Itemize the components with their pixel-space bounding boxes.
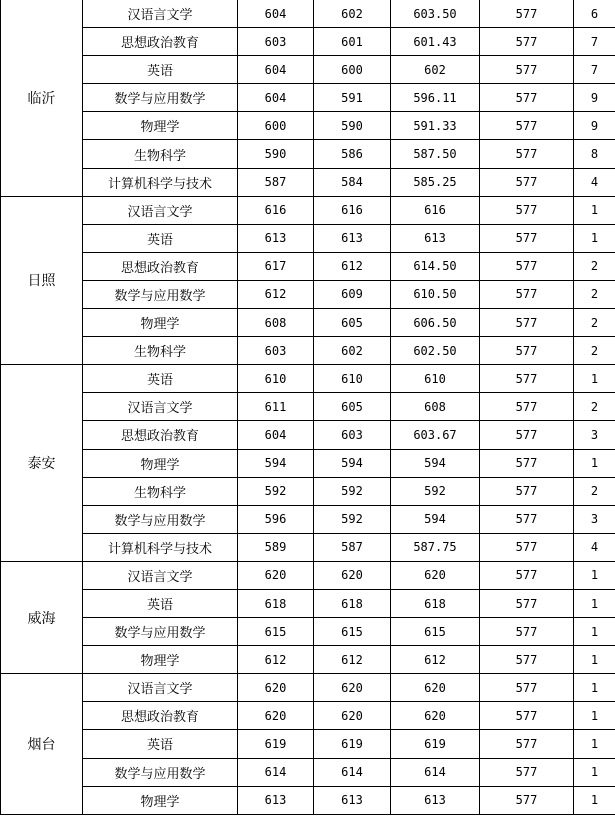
count-cell: 7 [574, 28, 615, 56]
min-score-cell: 618 [314, 589, 391, 617]
control-line-cell: 577 [480, 112, 574, 140]
avg-score-cell: 603.67 [391, 421, 480, 449]
min-score-cell: 614 [314, 758, 391, 786]
table-row [1, 505, 615, 533]
max-score-cell: 592 [238, 477, 314, 505]
min-score-cell: 612 [314, 646, 391, 674]
max-score-cell: 611 [238, 393, 314, 421]
min-score-cell: 586 [314, 140, 391, 168]
city-cell: 临沂 [1, 0, 83, 196]
max-score-cell: 608 [238, 309, 314, 337]
max-score-cell: 604 [238, 84, 314, 112]
table-row [1, 112, 615, 140]
control-line-cell: 577 [480, 393, 574, 421]
control-line-cell: 577 [480, 730, 574, 758]
major-cell: 思想政治教育 [83, 702, 238, 730]
min-score-cell: 612 [314, 252, 391, 280]
count-cell: 6 [574, 0, 615, 28]
table-body [1, 0, 615, 814]
table-row [1, 449, 615, 477]
avg-score-cell: 602.50 [391, 337, 480, 365]
max-score-cell: 603 [238, 337, 314, 365]
max-score-cell: 612 [238, 646, 314, 674]
control-line-cell: 577 [480, 674, 574, 702]
avg-score-cell: 608 [391, 393, 480, 421]
min-score-cell: 610 [314, 365, 391, 393]
max-score-cell: 614 [238, 758, 314, 786]
control-line-cell: 577 [480, 224, 574, 252]
control-line-cell: 577 [480, 505, 574, 533]
min-score-cell: 584 [314, 168, 391, 196]
table-row [1, 758, 615, 786]
table-row [1, 84, 615, 112]
avg-score-cell: 613 [391, 224, 480, 252]
control-line-cell: 577 [480, 365, 574, 393]
control-line-cell: 577 [480, 449, 574, 477]
max-score-cell: 612 [238, 280, 314, 308]
max-score-cell: 604 [238, 56, 314, 84]
major-cell: 英语 [83, 589, 238, 617]
count-cell: 2 [574, 477, 615, 505]
max-score-cell: 604 [238, 0, 314, 28]
control-line-cell: 577 [480, 618, 574, 646]
table-row [1, 196, 615, 224]
max-score-cell: 620 [238, 561, 314, 589]
control-line-cell: 577 [480, 280, 574, 308]
min-score-cell: 602 [314, 0, 391, 28]
min-score-cell: 592 [314, 477, 391, 505]
control-line-cell: 577 [480, 196, 574, 224]
major-cell: 数学与应用数学 [83, 280, 238, 308]
major-cell: 汉语言文学 [83, 0, 238, 28]
major-cell: 物理学 [83, 786, 238, 814]
control-line-cell: 577 [480, 477, 574, 505]
min-score-cell: 609 [314, 280, 391, 308]
min-score-cell: 605 [314, 309, 391, 337]
min-score-cell: 591 [314, 84, 391, 112]
table-row [1, 140, 615, 168]
control-line-cell: 577 [480, 252, 574, 280]
avg-score-cell: 612 [391, 646, 480, 674]
max-score-cell: 617 [238, 252, 314, 280]
min-score-cell: 605 [314, 393, 391, 421]
count-cell: 1 [574, 618, 615, 646]
table-row [1, 337, 615, 365]
min-score-cell: 601 [314, 28, 391, 56]
min-score-cell: 616 [314, 196, 391, 224]
avg-score-cell: 596.11 [391, 84, 480, 112]
table-row [1, 0, 615, 28]
count-cell: 9 [574, 112, 615, 140]
avg-score-cell: 614.50 [391, 252, 480, 280]
count-cell: 1 [574, 674, 615, 702]
min-score-cell: 620 [314, 674, 391, 702]
major-cell: 汉语言文学 [83, 674, 238, 702]
table-row [1, 421, 615, 449]
control-line-cell: 577 [480, 646, 574, 674]
avg-score-cell: 594 [391, 505, 480, 533]
major-cell: 英语 [83, 224, 238, 252]
count-cell: 4 [574, 168, 615, 196]
min-score-cell: 619 [314, 730, 391, 758]
min-score-cell: 592 [314, 505, 391, 533]
table-row [1, 646, 615, 674]
major-cell: 数学与应用数学 [83, 84, 238, 112]
control-line-cell: 577 [480, 702, 574, 730]
avg-score-cell: 616 [391, 196, 480, 224]
table-row [1, 589, 615, 617]
count-cell: 2 [574, 337, 615, 365]
major-cell: 物理学 [83, 646, 238, 674]
control-line-cell: 577 [480, 309, 574, 337]
avg-score-cell: 591.33 [391, 112, 480, 140]
avg-score-cell: 615 [391, 618, 480, 646]
max-score-cell: 619 [238, 730, 314, 758]
table-row [1, 252, 615, 280]
major-cell: 汉语言文学 [83, 196, 238, 224]
avg-score-cell: 592 [391, 477, 480, 505]
count-cell: 1 [574, 758, 615, 786]
count-cell: 1 [574, 561, 615, 589]
control-line-cell: 577 [480, 28, 574, 56]
major-cell: 汉语言文学 [83, 561, 238, 589]
table-row [1, 674, 615, 702]
max-score-cell: 590 [238, 140, 314, 168]
table-row [1, 786, 615, 814]
max-score-cell: 610 [238, 365, 314, 393]
control-line-cell: 577 [480, 561, 574, 589]
avg-score-cell: 613 [391, 786, 480, 814]
min-score-cell: 600 [314, 56, 391, 84]
control-line-cell: 577 [480, 421, 574, 449]
avg-score-cell: 587.75 [391, 533, 480, 561]
max-score-cell: 620 [238, 674, 314, 702]
min-score-cell: 615 [314, 618, 391, 646]
table-row [1, 280, 615, 308]
count-cell: 4 [574, 533, 615, 561]
major-cell: 生物科学 [83, 337, 238, 365]
table-row [1, 393, 615, 421]
count-cell: 1 [574, 702, 615, 730]
min-score-cell: 587 [314, 533, 391, 561]
count-cell: 1 [574, 589, 615, 617]
table-row [1, 533, 615, 561]
min-score-cell: 620 [314, 702, 391, 730]
avg-score-cell: 620 [391, 702, 480, 730]
min-score-cell: 602 [314, 337, 391, 365]
count-cell: 1 [574, 449, 615, 477]
major-cell: 数学与应用数学 [83, 505, 238, 533]
count-cell: 2 [574, 252, 615, 280]
city-cell: 日照 [1, 196, 83, 365]
max-score-cell: 594 [238, 449, 314, 477]
control-line-cell: 577 [480, 337, 574, 365]
count-cell: 2 [574, 309, 615, 337]
max-score-cell: 587 [238, 168, 314, 196]
avg-score-cell: 602 [391, 56, 480, 84]
major-cell: 英语 [83, 56, 238, 84]
count-cell: 1 [574, 224, 615, 252]
table-row [1, 561, 615, 589]
control-line-cell: 577 [480, 56, 574, 84]
major-cell: 思想政治教育 [83, 28, 238, 56]
control-line-cell: 577 [480, 140, 574, 168]
table-row [1, 365, 615, 393]
avg-score-cell: 620 [391, 561, 480, 589]
control-line-cell: 577 [480, 168, 574, 196]
major-cell: 生物科学 [83, 140, 238, 168]
count-cell: 3 [574, 421, 615, 449]
max-score-cell: 620 [238, 702, 314, 730]
table-row [1, 477, 615, 505]
count-cell: 8 [574, 140, 615, 168]
control-line-cell: 577 [480, 533, 574, 561]
major-cell: 英语 [83, 730, 238, 758]
table-row [1, 309, 615, 337]
major-cell: 物理学 [83, 112, 238, 140]
avg-score-cell: 614 [391, 758, 480, 786]
table-row [1, 618, 615, 646]
control-line-cell: 577 [480, 589, 574, 617]
avg-score-cell: 601.43 [391, 28, 480, 56]
max-score-cell: 589 [238, 533, 314, 561]
major-cell: 汉语言文学 [83, 393, 238, 421]
count-cell: 1 [574, 786, 615, 814]
avg-score-cell: 610.50 [391, 280, 480, 308]
max-score-cell: 604 [238, 421, 314, 449]
major-cell: 英语 [83, 365, 238, 393]
count-cell: 1 [574, 365, 615, 393]
count-cell: 9 [574, 84, 615, 112]
avg-score-cell: 603.50 [391, 0, 480, 28]
avg-score-cell: 620 [391, 674, 480, 702]
table-row [1, 28, 615, 56]
max-score-cell: 603 [238, 28, 314, 56]
major-cell: 物理学 [83, 309, 238, 337]
max-score-cell: 596 [238, 505, 314, 533]
count-cell: 1 [574, 730, 615, 758]
count-cell: 1 [574, 646, 615, 674]
avg-score-cell: 587.50 [391, 140, 480, 168]
major-cell: 物理学 [83, 449, 238, 477]
city-cell: 烟台 [1, 674, 83, 814]
min-score-cell: 603 [314, 421, 391, 449]
max-score-cell: 613 [238, 786, 314, 814]
table-row [1, 168, 615, 196]
min-score-cell: 613 [314, 786, 391, 814]
table-row [1, 730, 615, 758]
major-cell: 数学与应用数学 [83, 758, 238, 786]
min-score-cell: 590 [314, 112, 391, 140]
max-score-cell: 615 [238, 618, 314, 646]
city-cell: 威海 [1, 561, 83, 673]
avg-score-cell: 594 [391, 449, 480, 477]
count-cell: 3 [574, 505, 615, 533]
major-cell: 数学与应用数学 [83, 618, 238, 646]
avg-score-cell: 610 [391, 365, 480, 393]
avg-score-cell: 585.25 [391, 168, 480, 196]
max-score-cell: 618 [238, 589, 314, 617]
table-row [1, 224, 615, 252]
count-cell: 2 [574, 280, 615, 308]
min-score-cell: 620 [314, 561, 391, 589]
major-cell: 思想政治教育 [83, 252, 238, 280]
table-row [1, 56, 615, 84]
min-score-cell: 613 [314, 224, 391, 252]
major-cell: 计算机科学与技术 [83, 168, 238, 196]
avg-score-cell: 618 [391, 589, 480, 617]
avg-score-cell: 619 [391, 730, 480, 758]
control-line-cell: 577 [480, 84, 574, 112]
max-score-cell: 600 [238, 112, 314, 140]
count-cell: 1 [574, 196, 615, 224]
count-cell: 2 [574, 393, 615, 421]
control-line-cell: 577 [480, 758, 574, 786]
city-cell: 泰安 [1, 365, 83, 562]
count-cell: 7 [574, 56, 615, 84]
max-score-cell: 613 [238, 224, 314, 252]
major-cell: 思想政治教育 [83, 421, 238, 449]
max-score-cell: 616 [238, 196, 314, 224]
control-line-cell: 577 [480, 786, 574, 814]
avg-score-cell: 606.50 [391, 309, 480, 337]
min-score-cell: 594 [314, 449, 391, 477]
major-cell: 计算机科学与技术 [83, 533, 238, 561]
major-cell: 生物科学 [83, 477, 238, 505]
table-row [1, 702, 615, 730]
control-line-cell: 577 [480, 0, 574, 28]
